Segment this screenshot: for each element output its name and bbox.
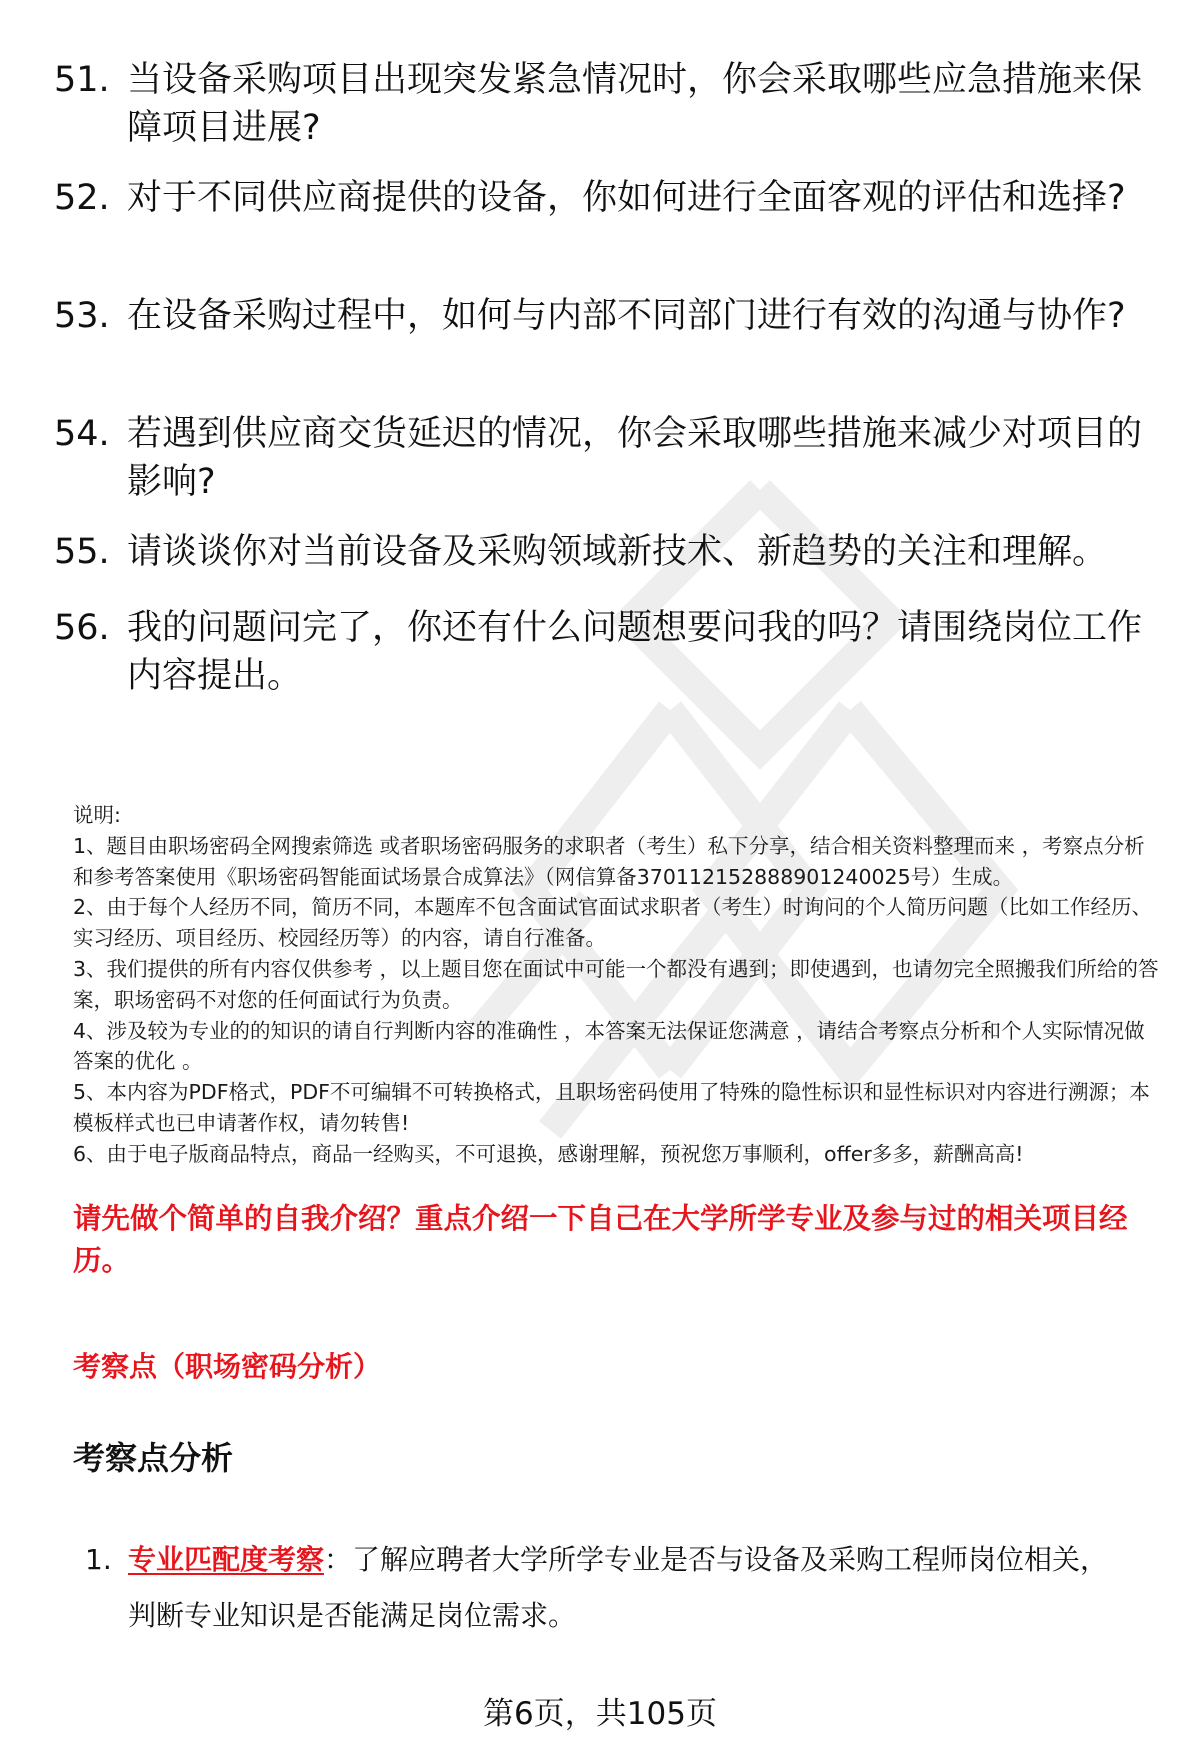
question-number: 51. bbox=[54, 60, 110, 100]
question-number: 56. bbox=[54, 608, 110, 648]
notes-title: 说明: bbox=[73, 803, 121, 827]
question-number: 52. bbox=[54, 178, 110, 218]
note-item-1: 1、题目由职场密码全网搜索筛选 或者职场密码服务的求职者（考生）私下分享，结合相关资料整理而来 ，考察点分析和参考答案使用《职场密码智能面试场景合成算法》（网信算备370112152888901240025号）生成。 bbox=[73, 833, 1145, 889]
question-text: 当设备采购项目出现突发紧急情况时，你会采取哪些应急措施来保障项目进展? bbox=[127, 60, 1143, 148]
question-text: 我的问题问完了，你还有什么问题想要问我的吗？请围绕岗位工作内容提出。 bbox=[127, 608, 1143, 696]
analysis-item-body bbox=[128, 1532, 1135, 1644]
analysis-item-1 bbox=[85, 1532, 1135, 1644]
featured-question: 请先做个简单的自我介绍？重点介绍一下自己在大学所学专业及参与过的相关项目经历。 bbox=[73, 1202, 1128, 1277]
question-text: 请谈谈你对当前设备及采购领域新技术、新趋势的关注和理解。 bbox=[127, 532, 1108, 572]
question-text: 若遇到供应商交货延迟的情况，你会采取哪些措施来减少对项目的影响? bbox=[127, 414, 1143, 502]
analysis-item-key: 专业匹配度考察 bbox=[128, 1543, 325, 1576]
question-53 bbox=[54, 292, 1164, 340]
note-item-6: 6、由于电子版商品特点，商品一经购买，不可退换，感谢理解，预祝您万事顺利，offer多多，薪酬高高! bbox=[73, 1141, 1024, 1166]
question-number: 55. bbox=[54, 532, 110, 572]
question-text: 对于不同供应商提供的设备，你如何进行全面客观的评估和选择? bbox=[127, 178, 1126, 218]
question-number: 53. bbox=[54, 296, 110, 336]
note-item-5: 5、本内容为PDF格式，PDF不可编辑不可转换格式，且职场密码使用了特殊的隐性标识和显性标识对内容进行溯源；本模板样式也已申请著作权，请勿转售! bbox=[73, 1080, 1150, 1135]
question-55 bbox=[54, 528, 1164, 576]
analysis-item-sep: ： bbox=[324, 1543, 353, 1576]
page-number: 第6页，共105页 bbox=[483, 1696, 717, 1732]
analysis-label: 考察点（职场密码分析） bbox=[73, 1350, 382, 1383]
disclaimer-notes bbox=[73, 800, 1163, 1170]
note-item-2: 2、由于每个人经历不同，简历不同，本题库不包含面试官面试求职者（考生）时询问的个人简历问题（比如工作经历、实习经历、项目经历、校园经历等）的内容，请自行准备。 bbox=[73, 895, 1153, 951]
question-text: 在设备采购过程中，如何与内部不同部门进行有效的沟通与协作? bbox=[127, 296, 1126, 336]
note-item-4: 4、涉及较为专业的的知识的请自行判断内容的准确性 ，本答案无法保证您满意 ，请结合考察点分析和个人实际情况做答案的优化 。 bbox=[73, 1018, 1145, 1074]
analysis-item-text: 了解应聘者大学所学专业是否与设备及采购工程师岗位相关，判断专业知识是否能满足岗位需求。 bbox=[128, 1543, 1109, 1632]
question-52 bbox=[54, 174, 1164, 222]
analysis-item-number: 1. bbox=[85, 1543, 112, 1576]
question-number: 54. bbox=[54, 414, 110, 454]
question-51 bbox=[54, 56, 1164, 152]
section-title: 考察点分析 bbox=[73, 1439, 234, 1477]
note-item-3: 3、我们提供的所有内容仅供参考 ，以上题目您在面试中可能一个都没有遇到；即使遇到，也请勿完全照搬我们所给的答案，职场密码不对您的任何面试行为负责。 bbox=[73, 956, 1159, 1012]
question-56 bbox=[54, 604, 1164, 700]
question-54 bbox=[54, 410, 1164, 506]
